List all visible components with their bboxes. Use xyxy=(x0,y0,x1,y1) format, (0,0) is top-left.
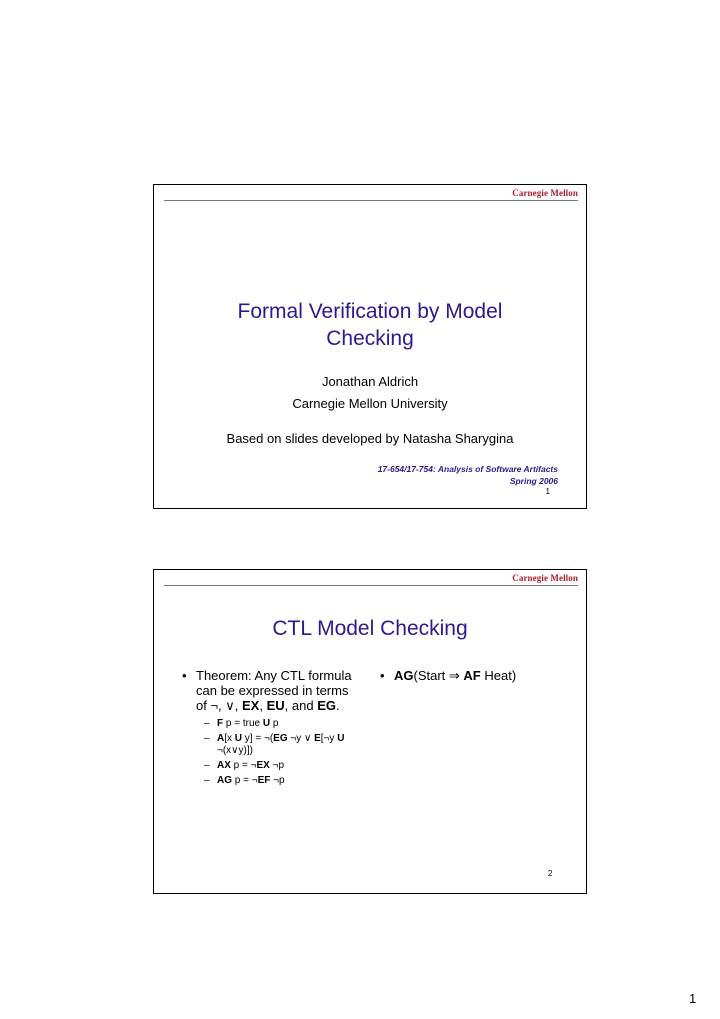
list-item: – F p = true U p xyxy=(204,718,279,729)
slide-1 xyxy=(153,184,587,509)
author: Jonathan Aldrich xyxy=(321,374,419,389)
affiliation: Carnegie Mellon University xyxy=(292,396,448,411)
slide-number: 2 xyxy=(548,869,553,878)
sub-bullets xyxy=(204,718,362,787)
title-line-1: Formal Verification by Model xyxy=(237,300,503,323)
brand-logo: Carnegie Mellon xyxy=(512,573,578,583)
bullet-text: Theorem: Any CTL formula can be expressed in terms of ¬, ∨, EX, EU, and EG. xyxy=(196,668,352,713)
bullet-theorem: • Theorem: Any CTL formula can be expressed in terms of ¬, ∨, EX, EU, and EG. xyxy=(182,668,362,713)
list-item: – AX p = ¬EX ¬p xyxy=(204,760,285,771)
header-rule xyxy=(164,585,578,586)
slide-title: CTL Model Checking xyxy=(272,617,468,640)
course-term: Spring 2006 xyxy=(509,476,558,486)
title-line-2: Checking xyxy=(326,327,414,350)
page-number: 1 xyxy=(689,991,697,1006)
left-column xyxy=(182,668,362,790)
course-name: 17-654/17-754: Analysis of Software Artifacts xyxy=(377,464,558,474)
list-item: – A[x U y] = ¬(EG ¬y ∨ E[¬y U ¬(x∨y)]) xyxy=(204,733,345,756)
credit: Based on slides developed by Natasha Sharygina xyxy=(226,431,514,446)
slide-title xyxy=(154,298,586,352)
slide-2 xyxy=(153,569,587,894)
right-column xyxy=(380,668,570,683)
bullet-text: AG(Start ⇒ AF Heat) xyxy=(394,668,517,683)
slide-number: 1 xyxy=(545,487,550,496)
brand-logo: Carnegie Mellon xyxy=(512,188,578,198)
header-rule xyxy=(164,200,578,201)
bullet-example: • AG(Start ⇒ AF Heat) xyxy=(380,668,517,683)
list-item: – AG p = ¬EF ¬p xyxy=(204,775,285,786)
